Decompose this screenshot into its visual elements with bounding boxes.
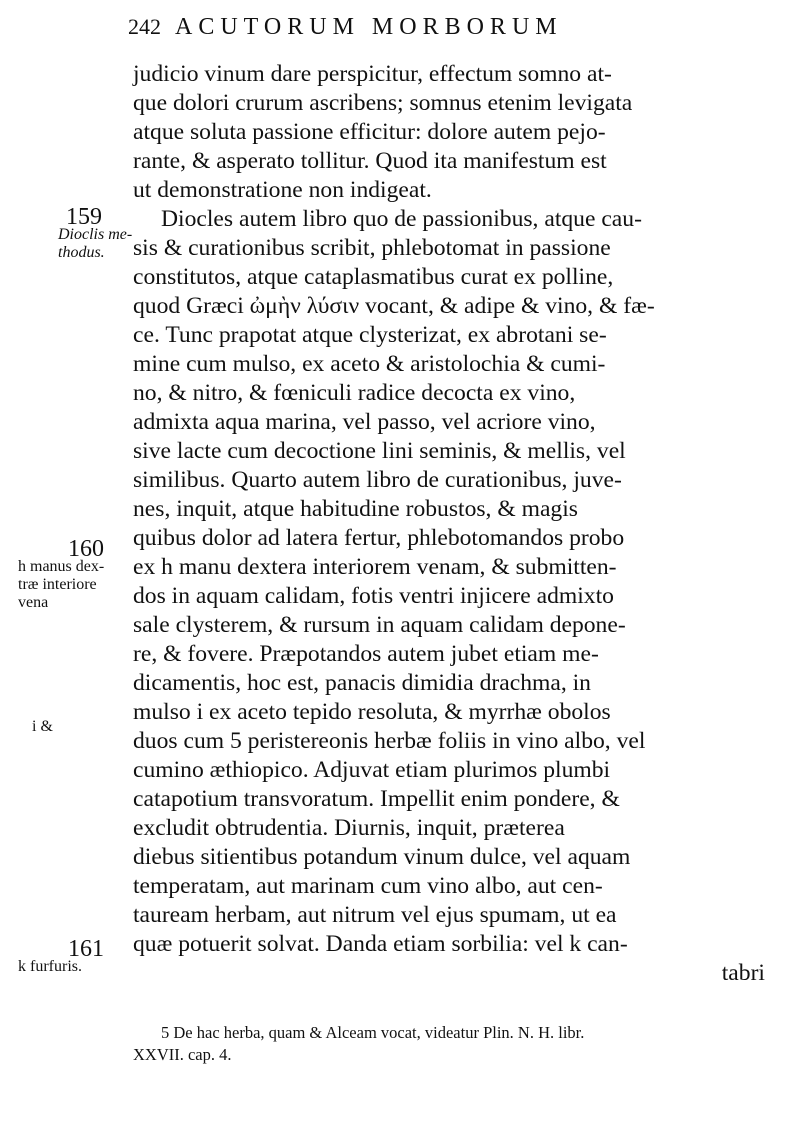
page-number: 242	[128, 14, 161, 39]
margin-number: 161	[68, 936, 104, 962]
margin-text: thodus.	[58, 244, 105, 261]
margin-note-159	[58, 204, 133, 262]
text-line: excludit obtrudentia. Diurnis, inquit, præterea	[133, 815, 565, 841]
text-line: no, & nitro, & fœniculi radice decocta ex vino,	[133, 380, 576, 406]
margin-number: 159	[66, 204, 102, 230]
text-line: sale clysterem, & rursum in aquam calidam depone-	[133, 612, 626, 638]
text-line: cumino æthiopico. Adjuvat etiam plurimos plumbi	[133, 757, 611, 783]
text-line: quæ potuerit solvat. Danda etiam sorbilia: vel k can-	[133, 931, 628, 957]
margin-text: h manus dex-	[18, 558, 105, 575]
text-line: admixta aqua marina, vel passo, vel acriore vino,	[133, 409, 596, 435]
text-line: mulso i ex aceto tepido resoluta, & myrrhæ obolos	[133, 699, 611, 725]
text-line: catapotium transvoratum. Impellit enim pondere, &	[133, 786, 620, 812]
text-line: ut demonstratione non indigeat.	[133, 177, 432, 203]
text-line: judicio vinum dare perspicitur, effectum somno at-	[133, 61, 612, 87]
margin-text: vena	[18, 594, 49, 611]
margin-note-160	[18, 536, 105, 612]
text-line: diebus sitientibus potandum vinum dulce, vel aquam	[133, 844, 631, 870]
margin-text: træ interiore	[18, 576, 97, 593]
text-line: nes, inquit, atque habitudine robustos, & magis	[133, 496, 578, 522]
margin-note-161	[18, 936, 104, 976]
footnote	[133, 1022, 763, 1066]
text-line: constitutos, atque cataplasmatibus curat ex polline,	[133, 264, 614, 290]
margin-number: 160	[68, 536, 104, 562]
text-line: rante, & asperato tollitur. Quod ita manifestum est	[133, 148, 607, 174]
text-line: dos in aquam calidam, fotis ventri injicere admixto	[133, 583, 614, 609]
text-line: quibus dolor ad latera fertur, phlebotomandos probo	[133, 525, 625, 551]
text-line: atque soluta passione efficitur: dolore autem pejo-	[133, 119, 606, 145]
margin-text: k furfuris.	[18, 958, 82, 975]
text-line: dicamentis, hoc est, panacis dimidia drachma, in	[133, 670, 591, 696]
text-line: temperatam, aut marinam cum vino albo, aut cen-	[133, 873, 603, 899]
text-line: Diocles autem libro quo de passionibus, atque cau-	[161, 206, 642, 232]
text-line: mine cum mulso, ex aceto & aristolochia & cumi-	[133, 351, 606, 377]
text-line: quod Græci ὠμὴν λύσιν vocant, & adipe & vino, & fæ-	[133, 293, 655, 319]
text-line: sive lacte cum decoctione lini seminis, & mellis, vel	[133, 438, 626, 464]
margin-text: Dioclis me-	[58, 226, 133, 243]
text-line: similibus. Quarto autem libro de curationibus, juve-	[133, 467, 622, 493]
text-line: ex h manu dextera interiorem venam, & submitten-	[133, 554, 617, 580]
text-line: re, & fovere. Præpotandos autem jubet etiam me-	[133, 641, 599, 667]
margin-text: i &	[32, 718, 53, 735]
text-line: ce. Tunc prapotat atque clysterizat, ex abrotani se-	[133, 322, 607, 348]
running-header	[128, 14, 768, 48]
footnote-line: XXVII. cap. 4.	[133, 1045, 232, 1064]
text-line: sis & curationibus scribit, phlebotomat in passione	[133, 235, 611, 261]
margin-note-i	[32, 718, 53, 736]
running-title: ACUTORUM MORBORUM	[175, 14, 563, 40]
text-line: tauream herbam, aut nitrum vel ejus spumam, ut ea	[133, 902, 617, 928]
text-line: tabri	[721, 960, 765, 986]
text-line: duos cum 5 peristereonis herbæ foliis in vino albo, vel	[133, 728, 646, 754]
footnote-line: 5 De hac herba, quam & Alceam vocat, videatur Plin. N. H. libr.	[161, 1023, 585, 1042]
main-text	[133, 60, 765, 988]
text-line: que dolori crurum ascribens; somnus etenim levigata	[133, 90, 633, 116]
